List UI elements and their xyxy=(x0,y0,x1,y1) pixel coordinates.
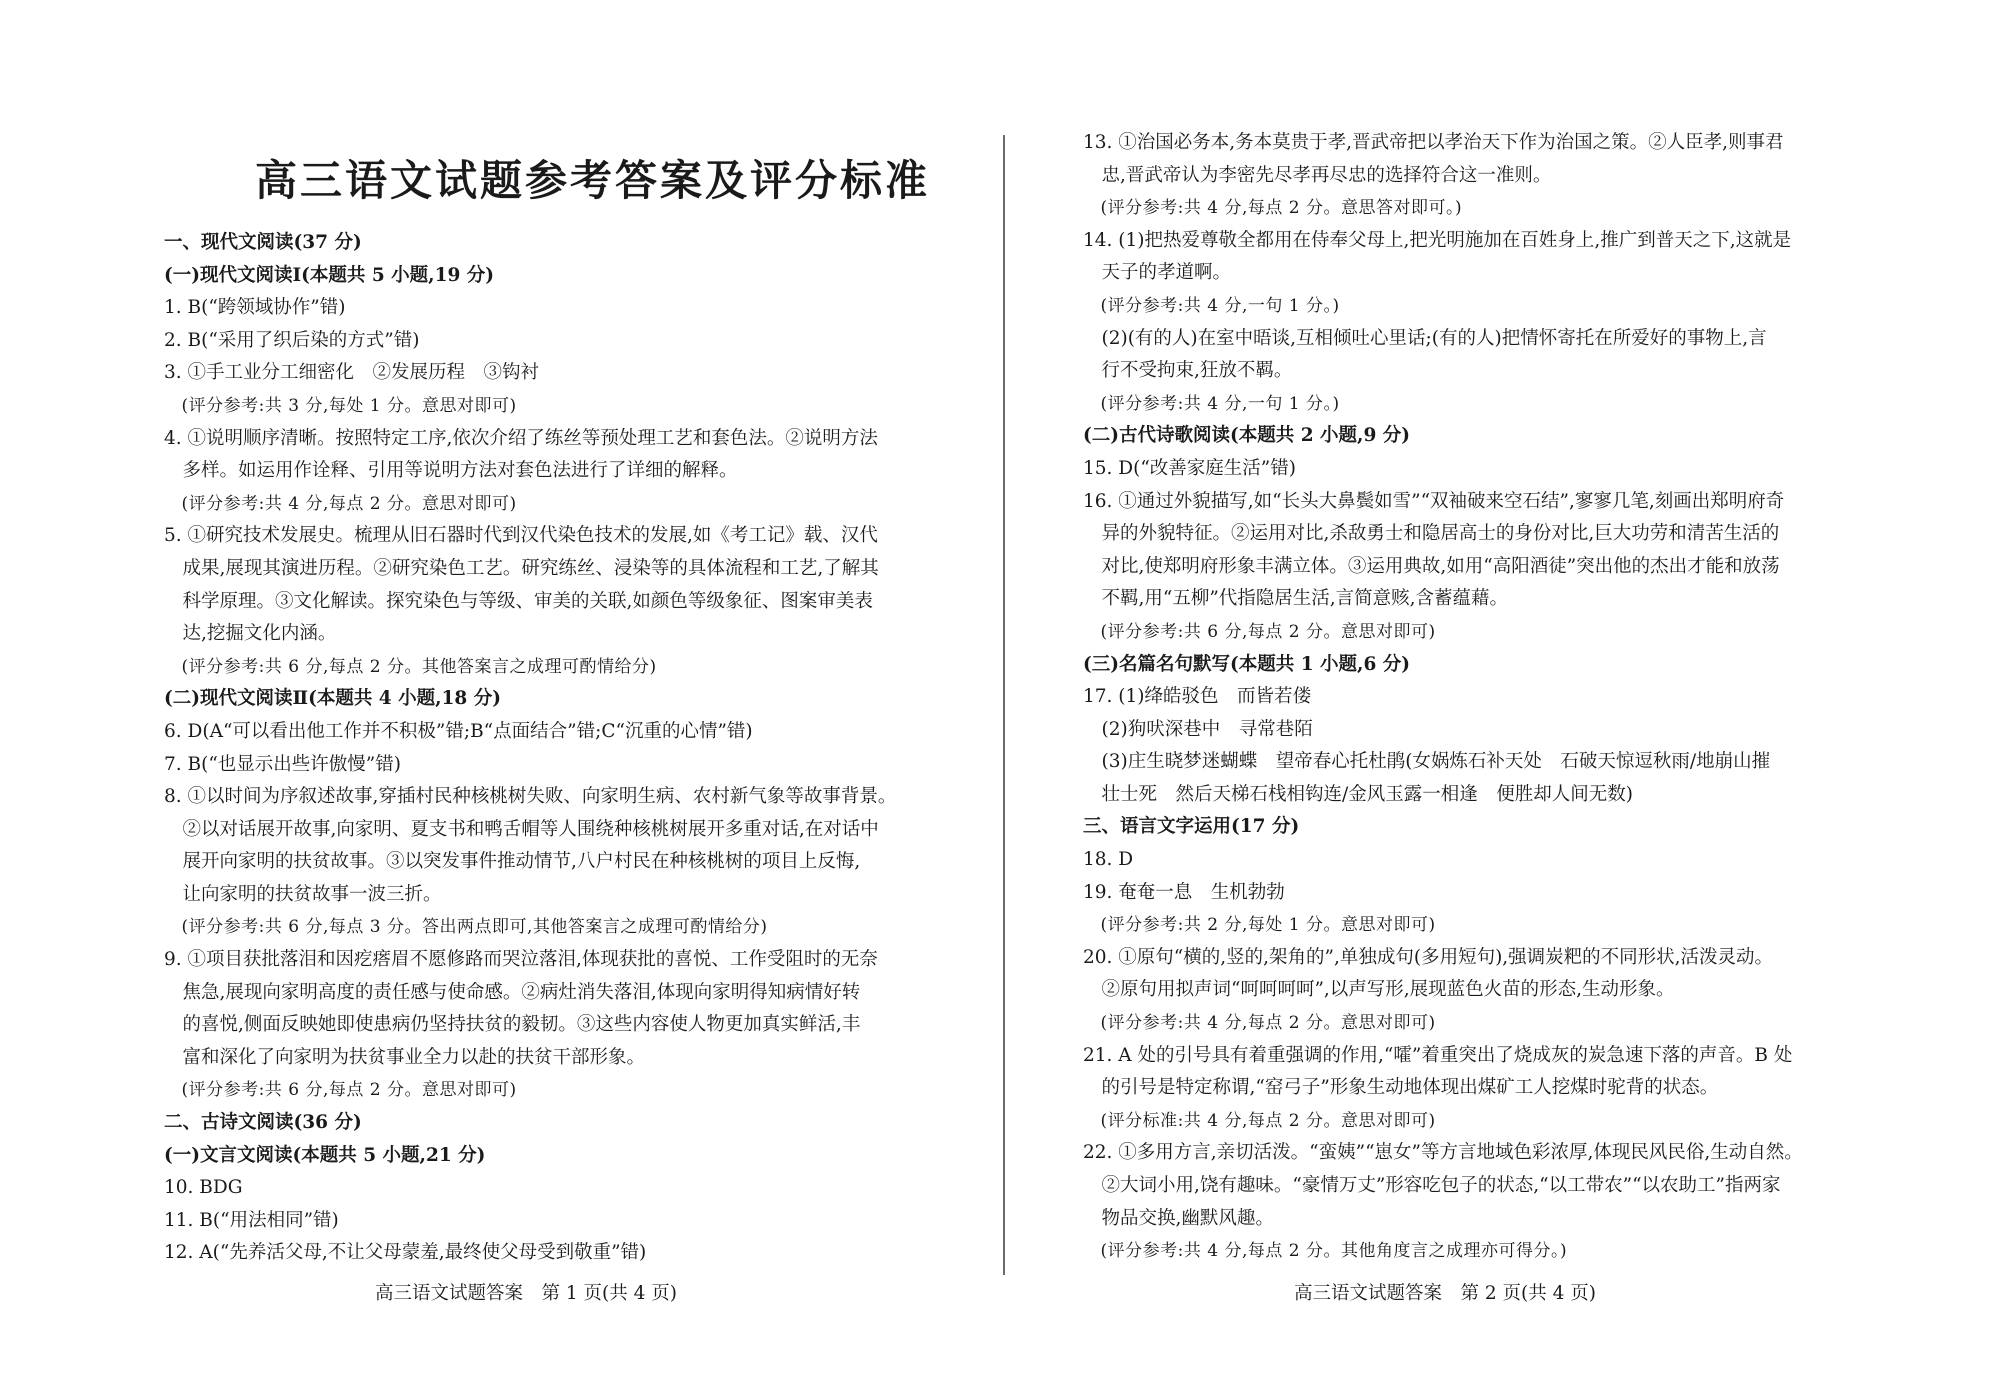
section-heading: (一)文言文阅读(本题共 5 小题,21 分) xyxy=(164,1144,486,1166)
scoring-note: (评分参考:共 6 分,每点 2 分。意思对即可) xyxy=(1083,621,1436,642)
answer-line: 富和深化了向家明为扶贫事业全力以赴的扶贫干部形象。 xyxy=(164,1046,646,1068)
answer-line: 16. ①通过外貌描写,如“长头大鼻鬓如雪”“双袖破来空石结”,寥寥几笔,刻画出郑明府奇 xyxy=(1083,490,1785,512)
answer-line: 焦急,展现向家明高度的责任感与使命感。②病灶消失落泪,体现向家明得知病情好转 xyxy=(164,981,861,1003)
scoring-note: (评分参考:共 3 分,每处 1 分。意思对即可) xyxy=(164,395,517,416)
answer-line: 9. ①项目获批落泪和因疙瘩眉不愿修路而哭泣落泪,体现获批的喜悦、工作受阻时的无奈 xyxy=(164,949,878,971)
answer-line: 5. ①研究技术发展史。梳理从旧石器时代到汉代染色技术的发展,如《考工记》载、汉代 xyxy=(164,525,878,547)
answer-line: 异的外貌特征。②运用对比,杀敌勇士和隐居高士的身份对比,巨大功劳和清苦生活的 xyxy=(1083,523,1780,545)
answer-line: (2)(有的人)在室中晤谈,互相倾吐心里话;(有的人)把情怀寄托在所爱好的事物上,言 xyxy=(1083,327,1767,349)
scoring-note: (评分参考:共 4 分,每点 2 分。意思对即可) xyxy=(1083,1013,1436,1034)
answer-line: 的喜悦,侧面反映她即使患病仍坚持扶贫的毅韧。③这些内容使人物更加真实鲜活,丰 xyxy=(164,1014,861,1036)
answer-line: 物品交换,幽默风趣。 xyxy=(1083,1207,1274,1229)
answer-line: 19. 奄奄一息 生机勃勃 xyxy=(1083,881,1285,903)
answer-line: 17. (1)绛皓驳色 而皆若偻 xyxy=(1083,686,1312,708)
answer-line: 的引号是特定称谓,“窑弓子”形象生动地体现出煤矿工人挖煤时驼背的状态。 xyxy=(1083,1077,1719,1099)
answer-line: 22. ①多用方言,亲切活泼。“蛮姨”“崽女”等方言地域色彩浓厚,体现民风民俗,生动自然。 xyxy=(1083,1142,1803,1164)
answer-line: (3)庄生晓梦迷蝴蝶 望帝春心托杜鹃(女娲炼石补天处 石破天惊逗秋雨/地崩山摧 xyxy=(1083,751,1771,773)
answer-line: 7. B(“也显示出些许傲慢”错) xyxy=(164,753,401,775)
answer-line: 展开向家明的扶贫故事。③以突发事件推动情节,八户村民在种核桃树的项目上反悔, xyxy=(164,851,861,873)
answer-line: 8. ①以时间为序叙述故事,穿插村民种核桃树失败、向家明生病、农村新气象等故事背景。 xyxy=(164,786,897,808)
answer-line: 壮士死 然后天梯石栈相钩连/金风玉露一相逢 便胜却人间无数) xyxy=(1083,783,1633,805)
answer-line: ②大词小用,饶有趣味。“豪情万丈”形容吃包子的状态,“以工带农”“以农助工”指两家 xyxy=(1083,1175,1781,1196)
section-heading: 二、古诗文阅读(36 分) xyxy=(164,1112,362,1134)
answer-line: 对比,使郑明府形象丰满立体。③运用典故,如用“高阳酒徒”突出他的杰出才能和放荡 xyxy=(1083,555,1780,577)
answer-line: 15. D(“改善家庭生活”错) xyxy=(1083,457,1296,479)
answer-line: 成果,展现其演进历程。②研究染色工艺。研究练丝、浸染等的具体流程和工艺,了解其 xyxy=(164,557,879,579)
answer-line: 6. D(A“可以看出他工作并不积极”错;B“点面结合”错;C“沉重的心情”错) xyxy=(164,720,753,742)
answer-line: 18. D xyxy=(1083,849,1134,871)
answer-line: 科学原理。③文化解读。探究染色与等级、审美的关联,如颜色等级象征、图案审美表 xyxy=(164,590,873,612)
footer-page-2: 高三语文试题答案 第 2 页(共 4 页) xyxy=(1294,1283,1596,1304)
footer-page-1: 高三语文试题答案 第 1 页(共 4 页) xyxy=(375,1283,677,1304)
section-heading: 一、现代文阅读(37 分) xyxy=(164,232,362,253)
answer-line: 21. A 处的引号具有着重强调的作用,“嚯”着重突出了烧成灰的炭急速下落的声音。B 处 xyxy=(1083,1044,1793,1066)
page-divider xyxy=(1003,135,1005,1275)
scoring-note: (评分参考:共 4 分,一句 1 分。) xyxy=(1083,393,1340,414)
section-heading: (三)名篇名句默写(本题共 1 小题,6 分) xyxy=(1083,653,1411,675)
page-title: 高三语文试题参考答案及评分标准 xyxy=(255,156,931,205)
answer-line: 20. ①原句“横的,竖的,架角的”,单独成句(多用短句),强调炭粑的不同形状,活泼灵动。 xyxy=(1083,946,1774,968)
answer-line: 13. ①治国必务本,务本莫贵于孝,晋武帝把以孝治天下作为治国之策。②人臣孝,则事君 xyxy=(1083,132,1784,153)
left-page-content xyxy=(164,227,932,1270)
section-heading: (二)现代文阅读Ⅱ(本题共 4 小题,18 分) xyxy=(164,688,501,710)
scoring-note: (评分参考:共 4 分,每点 2 分。其他角度言之成理亦可得分。) xyxy=(1083,1241,1568,1262)
scoring-note: (评分参考:共 2 分,每处 1 分。意思对即可) xyxy=(1083,915,1436,936)
answer-line: 让向家明的扶贫故事一波三折。 xyxy=(164,883,442,905)
answer-line: 达,挖掘文化内涵。 xyxy=(164,623,337,645)
answer-line: 2. B(“采用了织后染的方式”错) xyxy=(164,329,420,351)
scoring-note: (评分标准:共 4 分,每点 2 分。意思对即可) xyxy=(1083,1110,1436,1131)
answer-line: 4. ①说明顺序清晰。按照特定工序,依次介绍了练丝等预处理工艺和套色法。②说明方法 xyxy=(164,427,878,449)
section-heading: 三、语言文字运用(17 分) xyxy=(1083,816,1300,838)
section-heading: (一)现代文阅读Ⅰ(本题共 5 小题,19 分) xyxy=(164,264,495,286)
answer-line: 不羁,用“五柳”代指隐居生活,言简意赅,含蓄蕴藉。 xyxy=(1083,588,1509,610)
answer-line: 行不受拘束,狂放不羁。 xyxy=(1083,360,1293,382)
right-page-content xyxy=(1083,127,1853,1268)
scoring-note: (评分参考:共 6 分,每点 2 分。其他答案言之成理可酌情给分) xyxy=(164,656,657,677)
scoring-note: (评分参考:共 6 分,每点 3 分。答出两点即可,其他答案言之成理可酌情给分) xyxy=(164,917,768,938)
scoring-note: (评分参考:共 4 分,每点 2 分。意思答对即可。) xyxy=(1083,198,1463,219)
answer-line: 3. ①手工业分工细密化 ②发展历程 ③钩衬 xyxy=(164,362,540,384)
answer-line: 11. B(“用法相同”错) xyxy=(164,1209,339,1231)
answer-line: 14. (1)把热爱尊敬全都用在侍奉父母上,把光明施加在百姓身上,推广到普天之下,这就是 xyxy=(1083,229,1792,251)
answer-line: (2)狗吠深巷中 寻常巷陌 xyxy=(1083,718,1313,740)
answer-line: ②原句用拟声词“呵呵呵呵”,以声写形,展现蓝色火苗的形态,生动形象。 xyxy=(1083,979,1675,1001)
answer-line: 天子的孝道啊。 xyxy=(1083,262,1232,284)
answer-line: 忠,晋武帝认为李密先尽孝再尽忠的选择符合这一准则。 xyxy=(1083,164,1552,186)
answer-line: 多样。如运用作诠释、引用等说明方法对套色法进行了详细的解释。 xyxy=(164,460,738,482)
section-heading: (二)古代诗歌阅读(本题共 2 小题,9 分) xyxy=(1083,425,1411,447)
answer-line: 12. A(“先养活父母,不让父母蒙羞,最终使父母受到敬重”错) xyxy=(164,1242,647,1264)
answer-line: 1. B(“跨领域协作”错) xyxy=(164,297,346,319)
scoring-note: (评分参考:共 4 分,每点 2 分。意思对即可) xyxy=(164,493,517,514)
scoring-note: (评分参考:共 6 分,每点 2 分。意思对即可) xyxy=(164,1080,517,1101)
answer-line: ②以对话展开故事,向家明、夏支书和鸭舌帽等人围绕种核桃树展开多重对话,在对话中 xyxy=(164,818,879,840)
answer-line: 10. BDG xyxy=(164,1177,243,1199)
scoring-note: (评分参考:共 4 分,一句 1 分。) xyxy=(1083,295,1340,316)
